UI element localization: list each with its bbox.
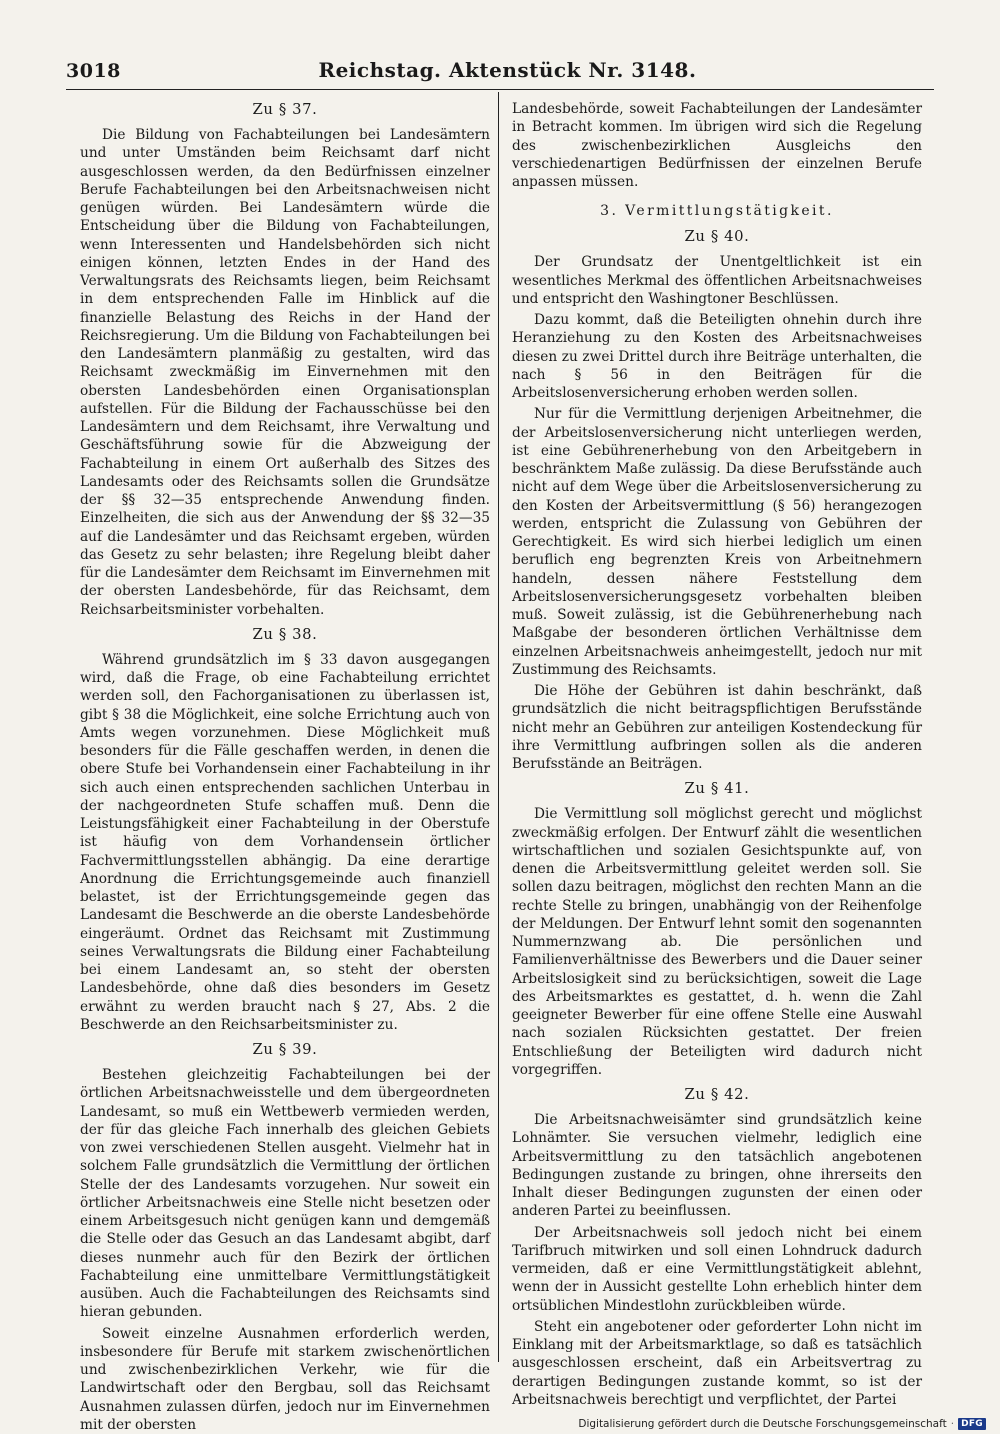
section-heading-38: Zu § 38. xyxy=(252,625,318,643)
paragraph: Während grundsätzlich im § 33 davon ausgegangen wird, daß die Frage, ob eine Fachabteilung errichtet werden soll, den Fachorganisationen zu überlassen ist, gibt § 38 die Möglichkeit, eine solche Errichtung auch von Amts wegen vorzunehmen. Diese Möglichkeit muß besonders für die Fälle geschaffen werden, in denen die obere Stufe bei Vorhandensein einer Fachabteilung in ihr sich auch einen entsprechenden sachlichen Unterbau in der nachgeordneten Stufe schaffen muß. Denn die Leistungsfähigkeit einer Fachabteilung in der Oberstufe ist häufig von dem Vorhandensein örtlicher Fachvermittlungsstellen abhängig. Da eine derartige Anordnung die Errichtungsgemeinde auch finanziell belastet, ist der Errichtungsgemeinde gegen das Landesamt die Beschwerde an die oberste Landesbehörde eingeräumt. Ordnet das Reichsamt mit Zustimmung seines Verwaltungsrats die Bildung einer Fachabteilung bei einem Landesamt an, so steht der obersten Landesbehörde, ohne daß dies besonders im Gesetz erwähnt zu werden braucht nach § 27, Abs. 2 die Beschwerde an den Reichsarbeitsminister zu. xyxy=(80,651,490,1033)
paragraph: Soweit einzelne Ausnahmen erforderlich werden, insbesondere für Berufe mit starkem zwischenörtlichen und zwischenbezirklichen Verkehr, wie für die Landwirtschaft oder den Bergbau, soll das Reichsamt Ausnahmen zulassen dürfen, jedoch nur im Einvernehmen mit der obersten xyxy=(80,1325,490,1433)
paragraph: Steht ein angebotener oder geforderter Lohn nicht im Einklang mit der Arbeitsmarktlage, so daß es tatsächlich ausgeschlossen erscheint, daß ein Arbeitsvertrag zu derartigen Bedingungen zustande kommt, so ist der Arbeitsnachweis berechtigt und verpflichtet, der Partei xyxy=(512,1318,922,1408)
page-number: 3018 xyxy=(66,60,121,82)
paragraph: Die Arbeitsnachweisämter sind grundsätzlich keine Lohnämter. Sie versuchen vielmehr, lediglich eine Arbeitsvermittlung zu den tatsächlich angebotenen Bedingungen zustande zu bringen, ohne ihrerseits den Inhalt dieser Bedingungen zugunsten der einen oder anderen Partei zu beeinflussen. xyxy=(512,1112,922,1220)
paragraph: Die Höhe der Gebühren ist dahin beschränkt, daß grundsätzlich die nicht beitragspflichtigen Berufsstände nicht mehr an Gebühren zur anteiligen Kostendeckung für ihre Vermittlung aufbringen sollen als die anderen Berufsstände an Beiträgen. xyxy=(512,683,922,772)
page-header xyxy=(66,58,934,88)
digitization-footer xyxy=(578,1418,986,1430)
section-heading-41: Zu § 41. xyxy=(684,780,750,798)
left-column xyxy=(80,100,490,1433)
paragraph: Der Grundsatz der Unentgeltlichkeit ist ein wesentliches Merkmal des öffentlichen Arbeitsnachweises und entspricht den Washingtoner Beschlüssen. xyxy=(512,254,922,307)
subsection-heading: 3. Vermittlungstätigkeit. xyxy=(600,203,834,220)
paragraph: Die Bildung von Fachabteilungen bei Landesämtern und unter Umständen beim Reichsamt darf nicht ausgeschlossen werden, da den Bedürfnissen einzelner Berufe Fachabteilungen bei den Arbeitsnachweisen nicht genügen würden. Bei Landesämtern würde die Entscheidung über die Bildung von Fachabteilungen, wenn Interessenten und Handelsbehörden sich nicht einigen können, letzten Endes in der Hand des Verwaltungsrats des Reichsamts liegen, beim Reichsamt in dem entsprechenden Falle im Hinblick auf die finanzielle Belastung des Reichs in der Hand der Reichsregierung. Um die Bildung von Fachabteilungen bei den Landesämtern planmäßig zu gestalten, wird das Reichsamt zweckmäßig im Einvernehmen mit den obersten Landesbehörden einen Organisationsplan aufstellen. Für die Bildung der Fachausschüsse bei den Landesämtern und dem Reichsamt, ihre Verwaltung und Geschäftsführung sowie für die Abzweigung der Fachabteilung in einem Ort außerhalb des Sitzes des Landesamts oder des Reichsamts sollen die Grundsätze der §§ 32—35 entsprechende Anwendung finden. Einzelheiten, die sich aus der Anwendung der §§ 32—35 auf die Landesämter und das Reichsamt ergeben, würden das Gesetz zu sehr belasten; ihre Regelung bleibt daher für die Landesämter dem Reichsamt im Einvernehmen mit der obersten Landesbehörde, für das Reichsamt, dem Reichsarbeitsminister vorbehalten. xyxy=(80,127,490,618)
dfg-logo-icon: DFG xyxy=(958,1418,986,1430)
section-heading-40: Zu § 40. xyxy=(684,228,750,246)
paragraph: Dazu kommt, daß die Beteiligten ohnehin durch ihre Heranziehung zu den Kosten des Arbeitsnachweises diesen zu zwei Drittel durch ihre Beiträge unterhalten, die nach § 56 in den Beiträgen für die Arbeitslosenversicherung erhoben werden sollen. xyxy=(512,312,922,401)
footer-text: Digitalisierung gefördert durch die Deutsche Forschungsgemeinschaft xyxy=(578,1418,947,1430)
paragraph: Nur für die Vermittlung derjenigen Arbeitnehmer, die der Arbeitslosenversicherung nicht unterliegen werden, ist eine Gebührenerhebung von den Arbeitgebern in beschränktem Maße zulässig. Da diese Berufsstände auch nicht auf dem Wege über die Arbeitslosenversicherung zu den Kosten der Arbeitsvermittlung (§ 56) herangezogen werden, entspricht die Zulassung von Gebühren der Gerechtigkeit. Es wird sich hierbei lediglich um einen beruflich eng begrenzten Kreis von Arbeitnehmern handeln, dessen nähere Feststellung dem Arbeitslosenversicherungsgesetz vorbehalten bleiben muß. Soweit zulässig, ist die Gebührenerhebung nach Maßgabe der besonderen örtlichen Verhältnisse dem einzelnen Arbeitsnachweis anheimgestellt, jedoch nur mit Zustimmung des Reichsamts. xyxy=(512,406,922,678)
paragraph-continued: Landesbehörde, soweit Fachabteilungen der Landesämter in Betracht kommen. Im übrigen wird sich die Regelung des zwischenbezirklichen Ausgleichs den verschiedenartigen Bedürfnissen der einzelnen Berufe anpassen müssen. xyxy=(512,101,922,190)
section-heading-39: Zu § 39. xyxy=(252,1041,318,1058)
header-rule xyxy=(66,89,934,90)
paragraph: Die Vermittlung soll möglichst gerecht und möglichst zweckmäßig erfolgen. Der Entwurf zählt die wesentlichen wirtschaftlichen und sozialen Gesichtspunkte auf, von denen die Arbeitsvermittlung geleitet werden soll. Sie sollen dazu beitragen, möglichst den rechten Mann an die rechte Stelle zu bringen, unabhängig von der Reihenfolge der Meldungen. Der Entwurf lehnt somit den sogenannten Nummernzwang ab. Die persönlichen und Familienverhältnisse des Bewerbers und die Dauer seiner Arbeitslosigkeit sind zu berücksichtigen, soweit die Lage des Arbeitsmarktes es gestattet, d. h. wenn die Zahl geeigneter Bewerber für eine offene Stelle eine Auswahl nach sozialen Rücksichten gestattet. Der freien Entschließung der Beteiligten wird dadurch nicht vorgegriffen. xyxy=(512,806,922,1078)
section-heading-37: Zu § 37. xyxy=(252,101,318,118)
paragraph: Bestehen gleichzeitig Fachabteilungen bei der örtlichen Arbeitsnachweisstelle und dem übergeordneten Landesamt, so muß ein Wettbewerb vermieden werden, der für das gleiche Fach innerhalb des gleichen Gebiets von zwei verschiedenen Stellen ausgeht. Vielmehr hat in solchem Falle grundsätzlich die Vermittlung der örtlichen Stelle der des Landesamts vorzugehen. Nur soweit ein örtlicher Arbeitsnachweis eine Stelle nicht besetzen oder einem Arbeitsgesuch nicht genügen kann und demgemäß die Stelle oder das Gesuch an das Landesamt abgibt, darf dieses nunmehr auch für den Bezirk der örtlichen Fachabteilung eine unmittelbare Vermittlungstätigkeit ausüben. Auch die Fachabteilungen des Reichsamts sind hieran gebunden. xyxy=(80,1067,490,1321)
running-title: Reichstag. Aktenstück Nr. 3148. xyxy=(318,58,697,82)
footer-separator: · xyxy=(950,1418,955,1430)
column-divider xyxy=(498,92,499,1362)
paragraph: Der Arbeitsnachweis soll jedoch nicht bei einem Tarifbruch mitwirken und soll einen Lohndruck dadurch vermeiden, daß er eine Vermittlungstätigkeit ablehnt, wenn der in Aussicht gestellte Lohn erheblich hinter dem ortsüblichen Mindestlohn zurückbleiben würde. xyxy=(512,1224,922,1314)
section-heading-42: Zu § 42. xyxy=(684,1086,750,1103)
right-column xyxy=(512,100,922,1408)
